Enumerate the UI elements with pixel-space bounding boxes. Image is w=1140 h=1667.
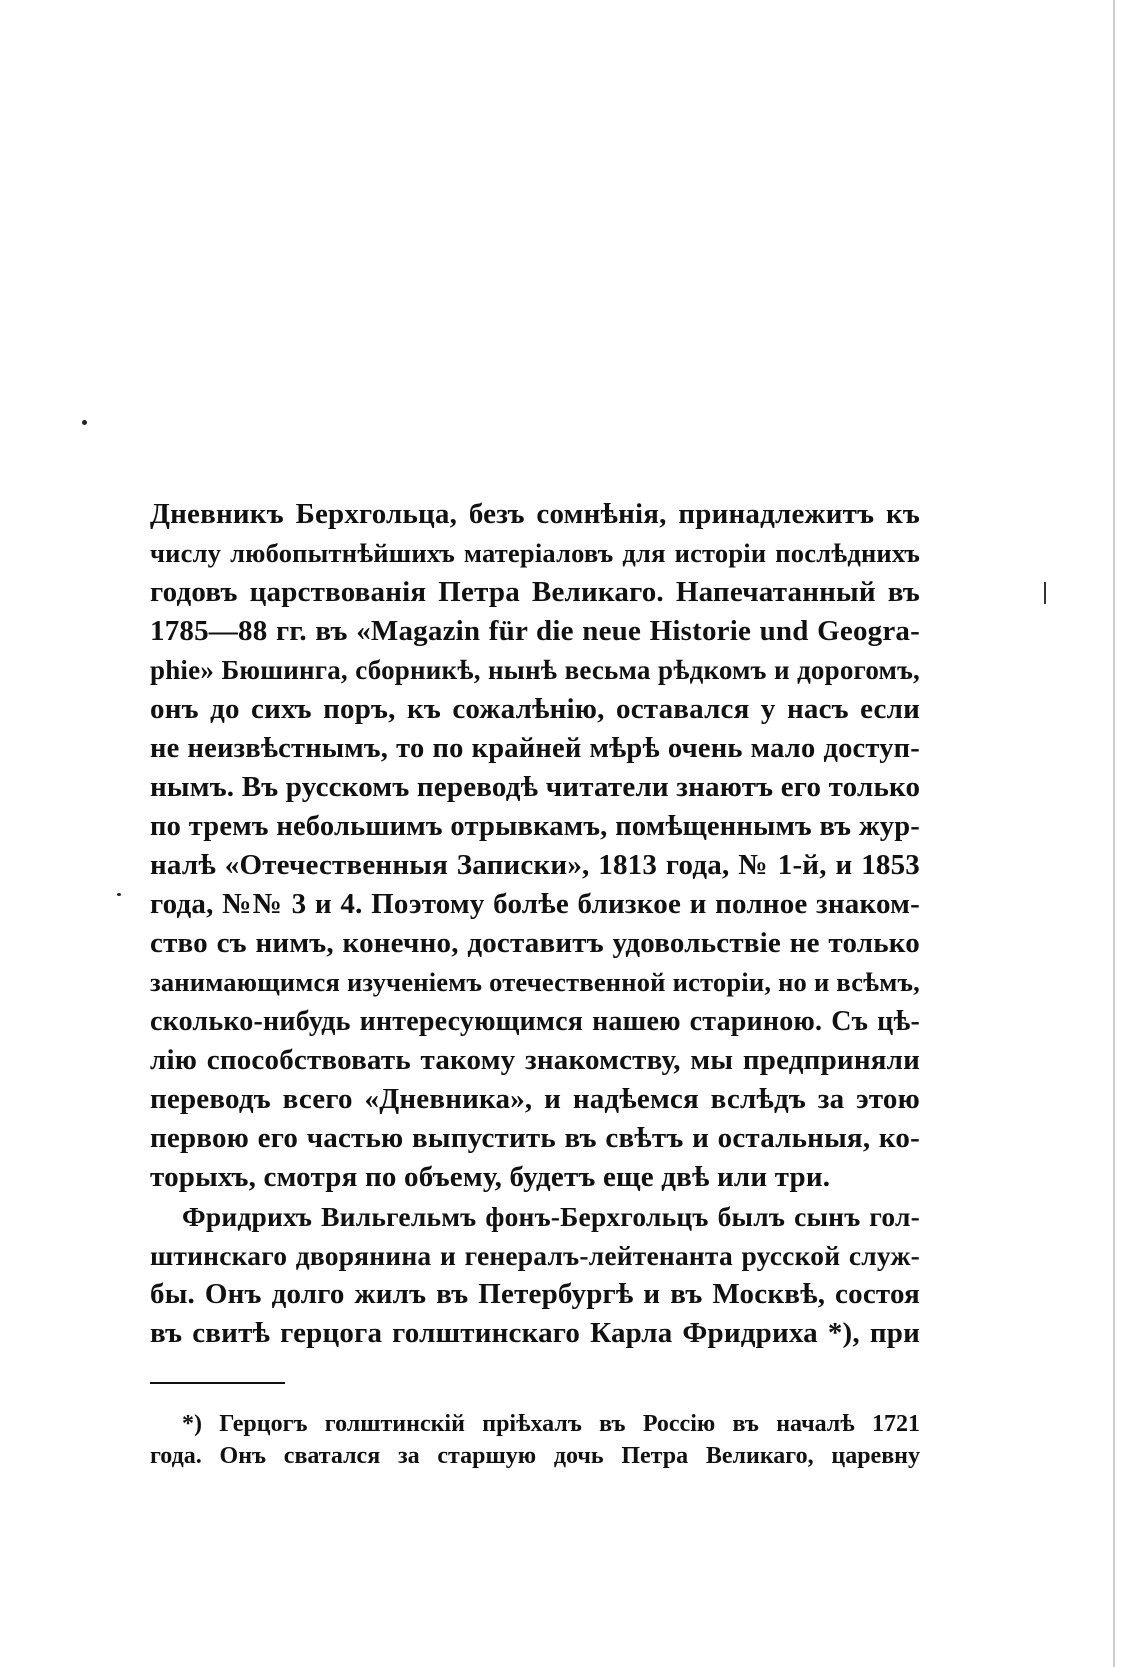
text-line: сколько-нибудь интересующимся нашею стариною. Съ цѣ-	[150, 1006, 920, 1037]
text-line: не неизвѣстнымъ, то по крайней мѣрѣ очень мало доступ-	[150, 733, 920, 764]
text-line: штинскаго дворянина и генералъ-лейтенанта русской служ-	[150, 1240, 920, 1271]
text-line: 1785—88 гг. въ «Magazin für die neue Historie und Geogra-	[150, 615, 920, 647]
footnote-line: года. Онъ сватался за старшую дочь Петра Великаго, царевну	[150, 1443, 920, 1469]
text-line: налѣ «Отечественныя Записки», 1813 года, № 1-й, и 1853	[150, 849, 920, 881]
text-line: занимающимся изученіемъ отечественной исторіи, но и всѣмъ,	[150, 967, 920, 997]
text-line: года, №№ 3 и 4. Поэтому болѣе близкое и полное знаком-	[150, 888, 920, 920]
text-line: ство съ нимъ, конечно, доставитъ удовольствіе не только	[150, 927, 920, 959]
text-line: числу любопытнѣйшихъ матеріаловъ для исторіи послѣднихъ	[150, 538, 920, 568]
stray-print-mark	[117, 893, 121, 896]
text-line: бы. Онъ долго жилъ въ Петербургѣ и въ Москвѣ, состоя	[150, 1278, 920, 1310]
text-line: первою его частью выпустить въ свѣтъ и остальныя, ко-	[150, 1122, 920, 1154]
footnote	[150, 1408, 920, 1472]
footnote-separator	[150, 1382, 285, 1384]
page-edge-shadow	[1113, 0, 1115, 1667]
text-line: Фридрихъ Вильгельмъ фонъ-Берхгольцъ былъ сынъ гол-	[182, 1201, 920, 1232]
main-text	[150, 495, 920, 1353]
text-line: лію способствовать такому знакомству, мы предприняли	[150, 1044, 920, 1076]
text-line: онъ до сихъ поръ, къ сожалѣнію, оставался у насъ если	[150, 693, 920, 725]
text-line: годовъ царствованія Петра Великаго. Напечатанный въ	[150, 576, 920, 608]
margin-tick-mark	[1044, 582, 1046, 604]
text-line: въ свитѣ герцога голштинскаго Карла Фридриха *), при	[150, 1317, 920, 1349]
footnote-line: *) Герцогъ голштинскій пріѣхалъ въ Россію въ началѣ 1721	[182, 1411, 920, 1437]
text-line: phie» Бюшинга, сборникѣ, нынѣ весьма рѣдкомъ и дорогомъ,	[150, 655, 920, 685]
text-line: по тремъ небольшимъ отрывкамъ, помѣщеннымъ въ жур-	[150, 811, 920, 842]
stray-print-mark	[82, 420, 87, 425]
text-line: Дневникъ Берхгольца, безъ сомнѣнія, принадлежитъ къ	[150, 498, 920, 530]
text-line: нымъ. Въ русскомъ переводѣ читатели знаютъ его только	[150, 771, 921, 803]
text-line: переводъ всего «Дневника», и надѣемся вслѣдъ за этою	[150, 1083, 920, 1115]
text-line: торыхъ, смотря по объему, будетъ еще двѣ или три.	[150, 1161, 831, 1193]
